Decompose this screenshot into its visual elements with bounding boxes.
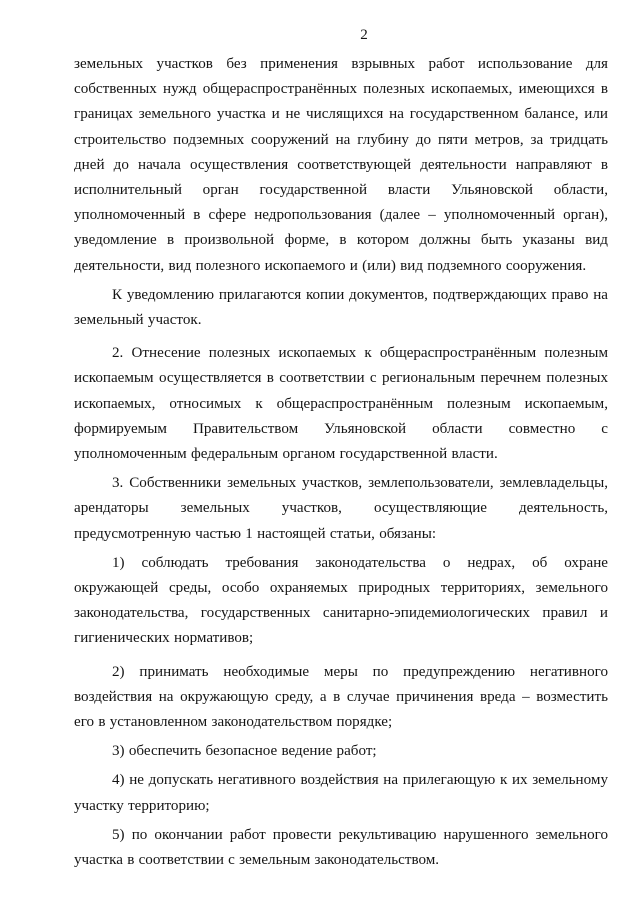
list-item-3: 3) обеспечить безопасное ведение работ; [112, 743, 377, 760]
list-item-4: 4) не допускать негативного воздействия на прилегающую к их земельному участку территорию; [74, 772, 608, 814]
paragraph-item-3: 3. Собственники земельных участков, землепользователи, землевладельцы, арендаторы земельных участков, осуществляющие деятельность, предусмотренную частью 1 настоящей статьи, обязаны: [74, 475, 608, 542]
paragraph-item-2: 2. Отнесение полезных ископаемых к общераспространённым полезным ископаемым осуществляется в соответствии с региональным перечнем полезных ископаемых, относимых к общераспространённым полезным ископаемым, формируемым Правительством Ульяновской области совместно с уполномоченным федеральным органом государственной власти. [74, 345, 608, 463]
list-item-5: 5) по окончании работ провести рекультивацию нарушенного земельного участка в соответствии с земельным законодательством. [74, 826, 608, 869]
list-item-2: 2) принимать необходимые меры по предупреждению негативного воздействия на окружающую среду, а в случае причинения вреда – возместить его в установленном законодательством порядке; [74, 663, 608, 731]
paragraph-attachments: К уведомлению прилагаются копии документов, подтверждающих право на земельный участок. [74, 286, 608, 329]
paragraph-continuation: земельных участков без применения взрывных работ использование для собственных нужд общераспространённых полезных ископаемых, имеющихся в границах земельного участка и не числящихся на государственном балансе, или строительство подземных сооружений на глубину до пяти метров, за тридцать дней до начала осуществления соответствующей деятельности направляют в исполнительный орган государственной власти Ульяновской области, уполномоченный в сфере недропользования (далее – уполномоченный орган), уведомление в произвольной форме, в котором должны быть указаны вид деятельности, вид полезного ископаемого и (или) вид подземного сооружения. [74, 56, 608, 274]
list-item-1: 1) соблюдать требования законодательства о недрах, об охране окружающей среды, особо охраняемых природных территориях, земельного законодательства, государственных санитарно-эпидемиологических правил и гигиенических нормативов; [74, 554, 608, 647]
document-body [74, 52, 608, 873]
page-number: 2 [360, 27, 368, 43]
